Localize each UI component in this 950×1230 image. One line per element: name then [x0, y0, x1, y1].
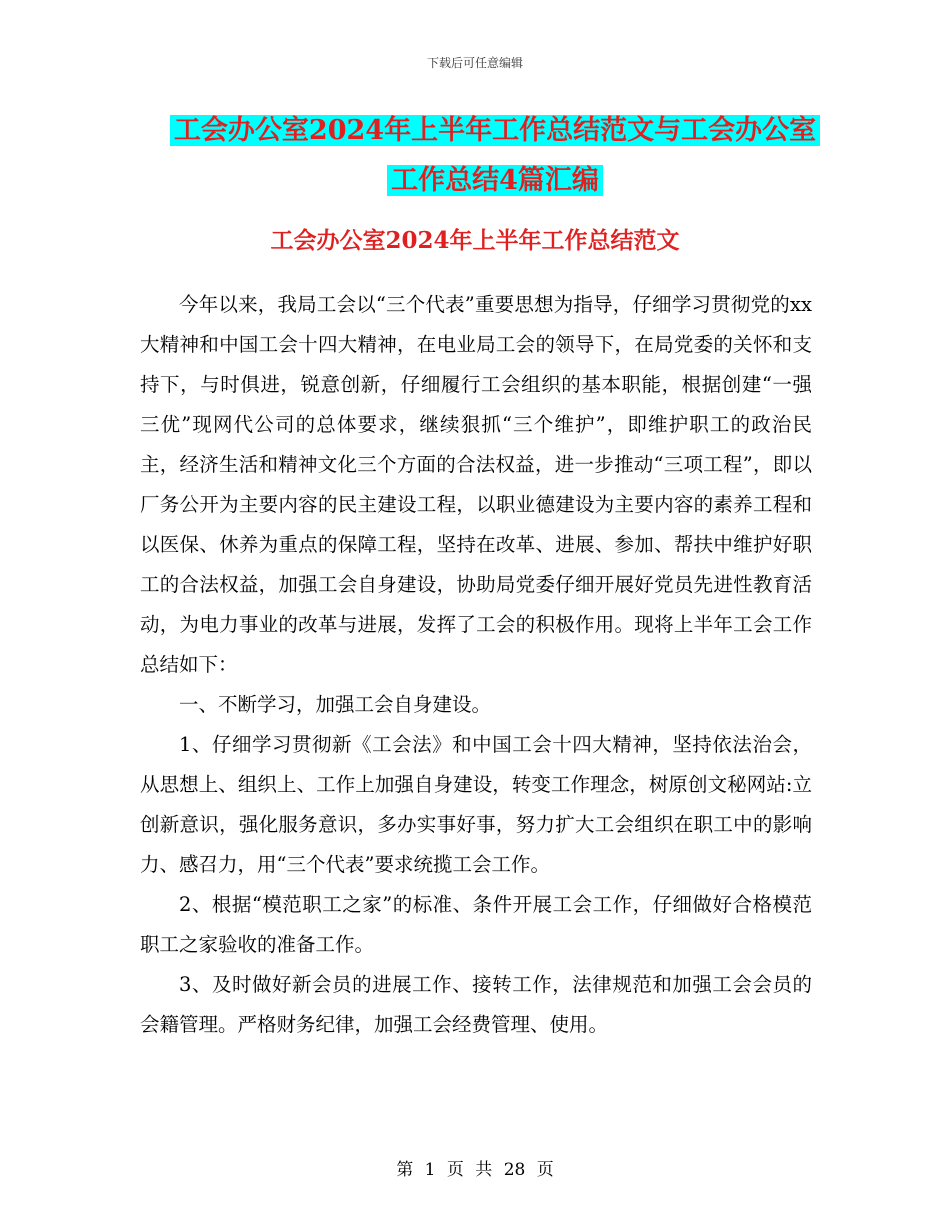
paragraph: 2、根据“模范职工之家”的标准、条件开展工会工作，仔细做好合格模范职工之家验收的准备工作。 — [140, 893, 812, 956]
page-number: 第 1 页 共 28 页 — [396, 1160, 554, 1180]
paragraph: 一、不断学习，加强工会自身建设。 — [179, 693, 492, 716]
title-line-2: 工作总结4篇汇编 — [387, 165, 603, 196]
paragraph: 3、及时做好新会员的进展工作、接转工作，法律规范和加强工会会员的会籍管理。严格财务纪律，加强工会经费管理、使用。 — [140, 973, 812, 1036]
paragraph: 今年以来，我局工会以“三个代表”重要思想为指导，仔细学习贯彻党的xx大精神和中国工会十四大精神，在电业局工会的领导下，在局党委的关怀和支持下，与时俱进，锐意创新，仔细履行工会组织的基本职能，根据创建“一强三优”现网代公司的总体要求，继续狠抓“三个维护”，即维护职工的政治民主，经济生活和精神文化三个方面的合法权益，进一步推动“三项工程”，即以厂务公开为主要内容的民主建设工程，以职业德建设为主要内容的素养工程和以医保、休养为重点的保障工程，坚持在改革、进展、参加、帮扶中维护好职工的合法权益，加强工会自身建设，协助局党委仔细开展好党员先进性教育活动，为电力事业的改革与进展，发挥了工会的积极作用。现将上半年工会工作总结如下： — [140, 293, 812, 676]
header-note: 下载后可任意编辑 — [426, 56, 523, 70]
document-body — [140, 285, 812, 1045]
section-title: 工会办公室2024年上半年工作总结范文 — [270, 227, 680, 254]
title-line-1: 工会办公室2024年上半年工作总结范文与工会办公室 — [170, 115, 820, 146]
paragraph: 1、仔细学习贯彻新《工会法》和中国工会十四大精神，坚持依法治会，从思想上、组织上、工作上加强自身建设，转变工作理念，树原创文秘网站:立创新意识，强化服务意识，多办实事好事，努力扩大工会组织在职工中的影响力、感召力，用“三个代表”要求统揽工会工作。 — [140, 733, 812, 876]
document-title — [140, 106, 850, 206]
